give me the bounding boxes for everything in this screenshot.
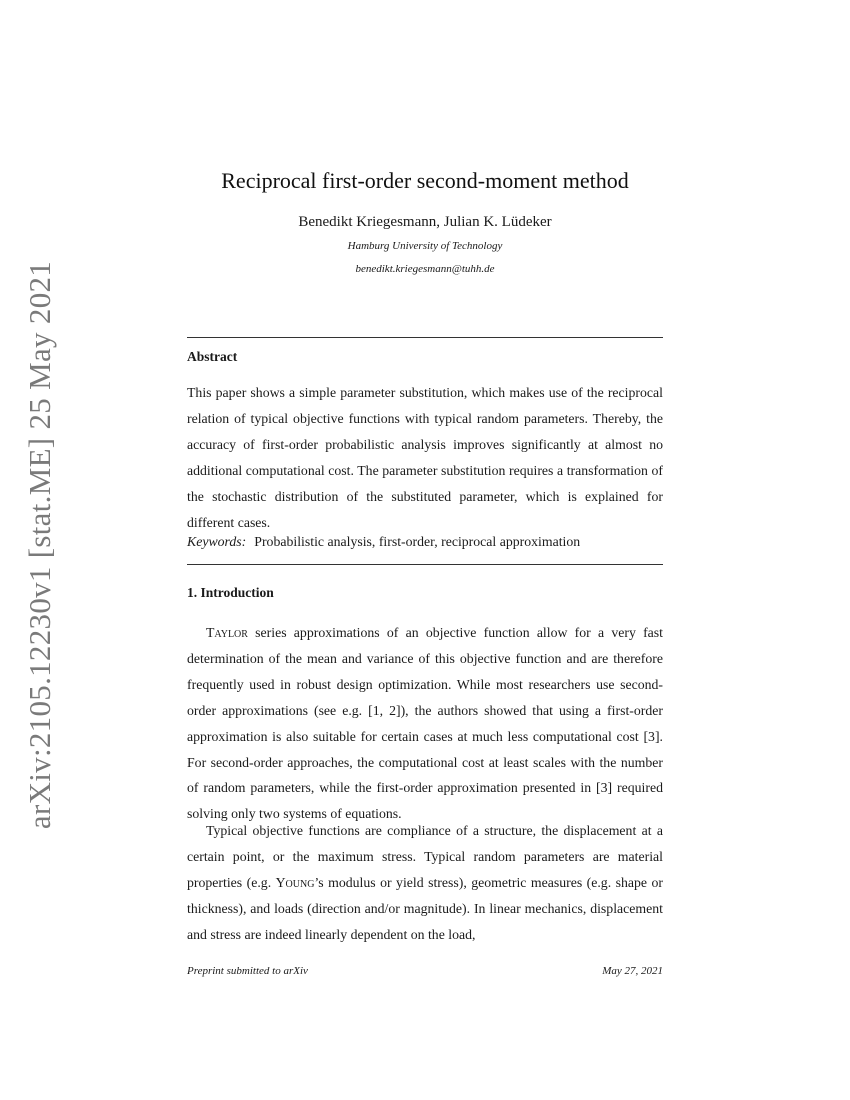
arxiv-identifier-sidebar: arXiv:2105.12230v1 [stat.ME] 25 May 2021: [22, 260, 57, 830]
introduction-paragraph-2: [187, 818, 663, 948]
footer-date: May 27, 2021: [602, 965, 663, 977]
keywords-line: [187, 534, 663, 550]
keywords-text: Probabilistic analysis, first-order, reciprocal approximation: [254, 534, 581, 549]
name-young: Young: [275, 874, 315, 890]
paper-title: Reciprocal first-order second-moment method: [221, 168, 629, 193]
name-taylor: Taylor: [206, 625, 248, 640]
paragraph-1-text: series approximations of an objective function allow for a very fast determination of the mean and variance of this objective function and are therefore frequently used in robust design optimization. While most researchers use second-order approximations (see e.g. [1, 2]), the authors showed that using a first-order approximation is also suitable for certain cases at much less computational cost [3]. For second-order approaches, the computational cost at least scales with the number of random parameters, while the first-order approximation presented in [3] required solving only two systems of equations.: [187, 625, 663, 822]
abstract-top-rule: [187, 337, 663, 338]
author-affiliation: Hamburg University of Technology: [347, 240, 503, 252]
footer-preprint-note: Preprint submitted to arXiv: [187, 965, 308, 977]
abstract-heading: Abstract: [187, 349, 238, 364]
introduction-paragraph-1: [187, 620, 663, 827]
paragraph-2-text-a: Typical objective functions are compliance of a structure, the displacement at a certain point, or the maximum stress. Typical random parameters are material properties (e.g.: [187, 823, 663, 890]
author-email: benedikt.kriegesmann@tuhh.de: [355, 263, 495, 275]
abstract-body: This paper shows a simple parameter substitution, which makes use of the reciprocal relation of typical objective functions with typical random parameters. Thereby, the accuracy of first-order probabilistic analysis improves significantly at almost no additional computational cost. The parameter substitution requires a transformation of the stochastic distribution of the substituted parameter, which is explained for different cases.: [187, 385, 663, 530]
section-heading-introduction: 1. Introduction: [187, 585, 274, 600]
abstract-bottom-rule: [187, 564, 663, 565]
paragraph-2-text-b: ’s modulus or yield stress), geometric measures (e.g. shape or thickness), and loads (direction and/or magnitude). In linear mechanics, displacement and stress are indeed linearly dependent on the load,: [187, 874, 663, 942]
keywords-label: Keywords:: [187, 534, 247, 549]
paper-authors: Benedikt Kriegesmann, Julian K. Lüdeker: [298, 214, 552, 230]
